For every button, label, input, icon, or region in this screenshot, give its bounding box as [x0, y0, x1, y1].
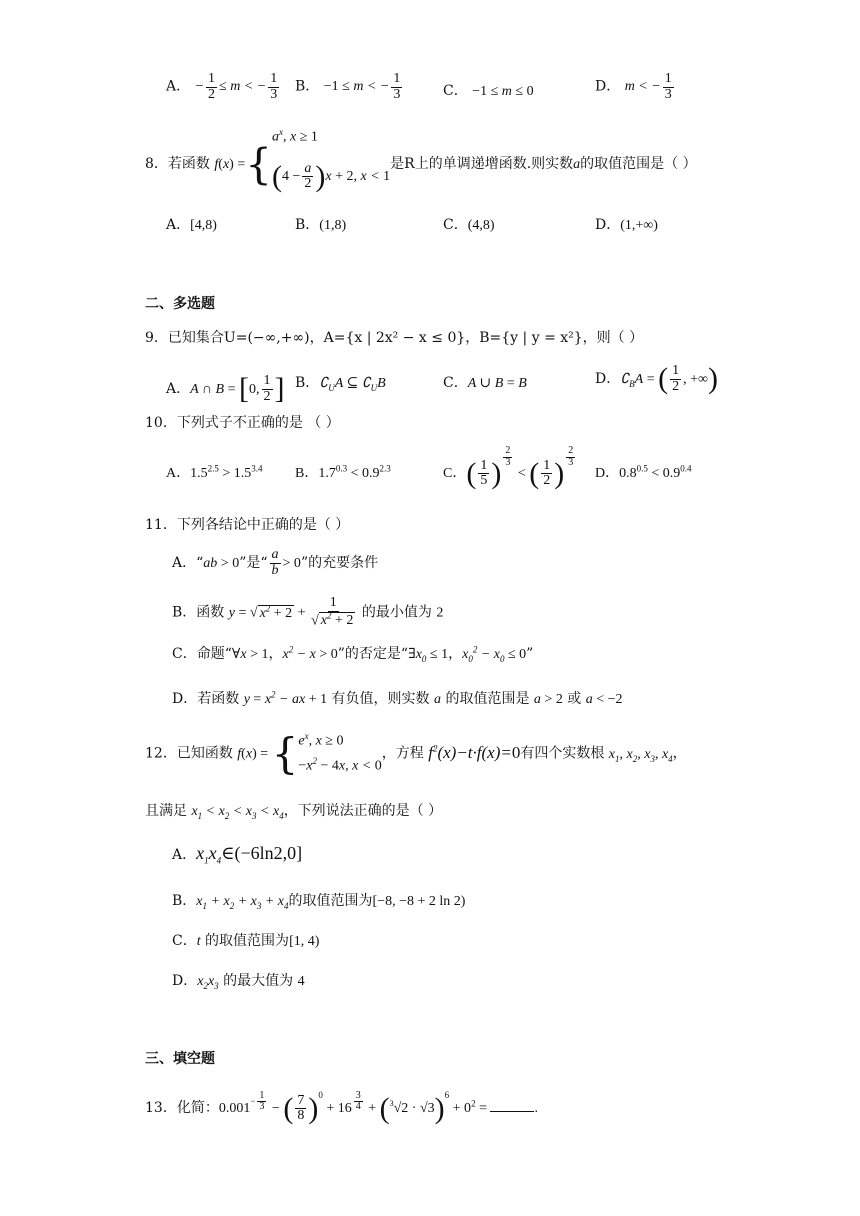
q10-text: 下列式子不正确的是 （ ） — [176, 415, 340, 431]
q7-option-d: D． m < − $\frac{1}{3}$ — [595, 71, 672, 102]
q11-text: 下列各结论中正确的是（ ） — [176, 517, 350, 533]
option-label: A． — [166, 466, 191, 481]
q8-option-a — [166, 214, 217, 234]
option-label: A． — [166, 217, 191, 233]
q12-option-c: C．t 的取值范围为[1, 4) — [172, 933, 320, 949]
q12-option-b: B．$x_1 + x_2 + x_3 + x_4$的取值范围为[−8, −8 + 2 ln 2) — [172, 893, 466, 911]
q12-stem2: 且满足 $x_1 < x_2 < x_3 < x_4$，下列说法正确的是（ ） — [145, 803, 443, 821]
q12-option-a: A．$x_1x_4\in(-6\ln 2,0]$ — [172, 843, 303, 866]
option-label: D． — [595, 371, 621, 387]
section-title-multiple-choice: 二、多选题 — [145, 296, 215, 312]
section-title-fill-in: 三、填空题 — [145, 1051, 215, 1067]
option-label: D． — [172, 973, 198, 989]
option-text: (1,+∞) — [620, 218, 658, 233]
q8-stem: 8．若函数 f(x) ={ $a^x$, x ≥ 1 (4 − $\frac{a}{2}$ )x + 2, x < 1 是R上的单调递增函数.则实数a的取值范围是（ ） — [145, 127, 697, 193]
q12-stem: 12．已知函数 f(x) = { $e^x$, x ≥ 0 $-x^2 - 4x$, x < 0 ，方程 $f^2(x)-t\cdot f(x)=0$有四个实数根 $x_1$, $x_2$, $x_3$, $x_4$， — [145, 729, 687, 778]
q10-option-b: B．$1.7^{0.3} < 0.9^{2.3}$ — [295, 463, 391, 481]
q13-prefix: 化简： — [176, 1100, 219, 1116]
q8-suffix2: 的取值范围是（ ） — [580, 155, 697, 172]
option-label: D． — [595, 466, 620, 481]
option-text: (4,8) — [467, 218, 495, 233]
option-label: D． — [172, 691, 198, 707]
option-label: B． — [295, 217, 320, 233]
option-label: A． — [166, 381, 191, 397]
q13-stem: 13．化简：$0.001^{- \frac{1}{3}}$ − ( $\frac{7}{8}$ )$^0$ + 16 $^{\frac{3}{4}}$ + $(^3√2 \cdot √3)^6 + 0^2$ = . — [145, 1089, 538, 1125]
question-number: 8． — [145, 155, 168, 172]
q9-text: 已知集合U=(−∞,+∞)，A={x | 2x² − x ≤ 0}，B={y | y = x²}，则（ ） — [167, 330, 644, 346]
q11-option-b: B．函数 y = √ $x^2 + 2$ + $\frac{1}{√ x^2 + 2}$ 的最小值为 2 — [172, 595, 444, 629]
option-label: C． — [443, 375, 468, 391]
option-label: C． — [443, 466, 467, 482]
q9-stem — [145, 327, 643, 347]
option-text: (1,8) — [319, 218, 347, 233]
q10-option-a: A．$1.5^{2.5} > 1.5^{3.4}$ — [166, 463, 263, 481]
q10-stem — [145, 412, 340, 432]
q11-stem — [145, 514, 349, 534]
q12-option-d: D．$x_2x_3$ 的最大值为 4 — [172, 973, 305, 991]
q8-suffix: 是R上的单调递增函数.则实数 — [390, 155, 574, 172]
option-label: C． — [172, 933, 197, 949]
q11-option-c: C．命题“∀x > 1，$x^2 - x > 0$”的否定是“$\exists x_0 \le 1$，$x_0^2 - x_0 \le 0$” — [172, 644, 534, 664]
q7-option-c: C． −1 ≤ m ≤ 0 — [443, 83, 534, 99]
question-number: 13． — [145, 1100, 177, 1116]
q10-option-d: D．$0.8^{0.5} < 0.9^{0.4}$ — [595, 463, 692, 481]
q10-option-c: C．( $\frac{1}{5}$ ) $^{\frac{2}{3}}$ < ( $\frac{1}{2}$ ) $^{\frac{2}{3}}$ — [443, 445, 574, 490]
q8-option-d — [595, 214, 658, 234]
question-number: 11． — [145, 517, 177, 533]
option-label: B． — [172, 893, 197, 909]
q11-option-d: D．若函数 $y = x^2$ − ax + 1 有负值，则实数 a 的取值范围是 a > 2 或 a < −2 — [172, 689, 623, 707]
option-text: [4,8) — [190, 218, 217, 233]
option-label: D． — [595, 217, 621, 233]
q7-option-a: A． − $\frac{1}{2}$ ≤ m < − $\frac{1}{3}$ — [166, 71, 278, 102]
answer-blank[interactable] — [490, 1099, 534, 1112]
q7-option-b: B． −1 ≤ m < − $\frac{1}{3}$ — [295, 71, 401, 102]
option-label: C． — [443, 217, 468, 233]
option-label: A． — [172, 555, 197, 572]
option-label: B． — [295, 375, 320, 391]
q9-option-b: B．$∁_UA$ ⊆ $∁_UB$ — [295, 375, 386, 393]
option-label: B． — [295, 466, 319, 481]
option-label: D． — [595, 78, 621, 95]
option-label: B． — [295, 78, 320, 95]
question-number: 9． — [145, 330, 168, 346]
option-label: A． — [166, 78, 191, 95]
q9-option-d: D．$∁_BA$ = ( $\frac{1}{2}$ , +∞) — [595, 362, 719, 395]
option-label: A． — [172, 847, 197, 863]
question-number: 10． — [145, 415, 177, 431]
q8-option-c — [443, 214, 495, 234]
q8-prefix: 若函数 — [167, 155, 210, 172]
option-label: B． — [172, 604, 197, 621]
q8-option-b — [295, 214, 346, 234]
q11-option-a: A．“ab > 0”是“ $\frac{a}{b}$ > 0”的充要条件 — [172, 547, 379, 578]
option-label: C． — [172, 646, 197, 662]
q9-option-c: C．A ∪ B = B — [443, 375, 527, 391]
q9-option-a: A．A ∩ B = [0, $\frac{1}{2}$ ] — [166, 372, 285, 405]
option-label: C． — [443, 83, 468, 99]
question-number: 12． — [145, 745, 177, 762]
